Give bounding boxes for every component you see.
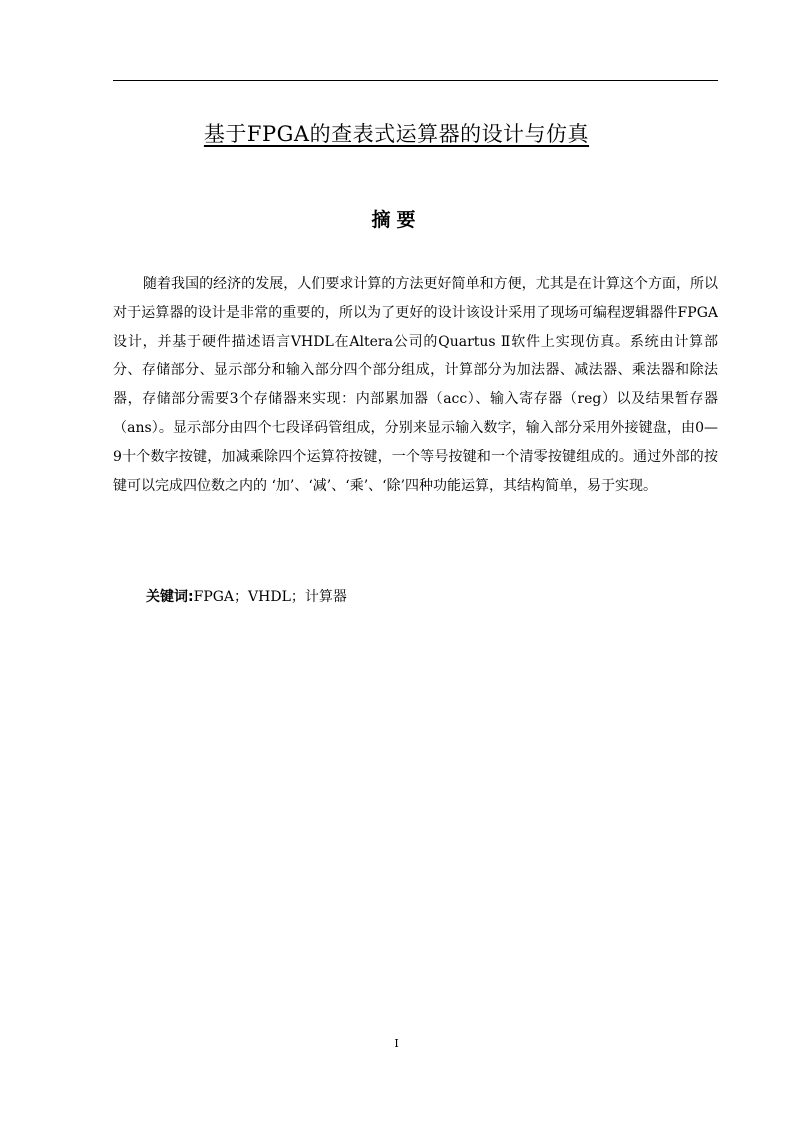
- abstract-body: 随着我国的经济的发展，人们要求计算的方法更好简单和方便，尤其是在计算这个方面，所以对于运算器的设计是非常的重要的，所以为了更好的设计该设计采用了现场可编程逻辑器件FPGA设计，并基于硬件描述语言VHDL在Altera公司的Quartus Ⅱ软件上实现仿真。系统由计算部分、存储部分、显示部分和输入部分四个部分组成，计算部分为加法器、减法器、乘法器和除法器，存储部分需要3个存储器来实现：内部累加器（acc）、输入寄存器（reg）以及结果暂存器（ans）。显示部分由四个七段译码管组成，分别来显示输入数字，输入部分采用外接键盘，由0—9十个数字按键，加减乘除四个运算符按键，一个等号按键和一个清零按键组成的。通过外部的按键可以完成四位数之内的 ‘加’、‘减’、‘乘’、‘除’四种功能运算，其结构简单，易于实现。: [113, 276, 718, 494]
- keywords-text: FPGA；VHDL；计算器: [193, 589, 347, 605]
- page-number: I: [394, 1037, 399, 1050]
- header-rule: [113, 80, 718, 81]
- paper-title: [0, 118, 793, 148]
- keywords-line: [146, 586, 347, 606]
- paper-title-text: 基于FPGA的查表式运算器的设计与仿真: [203, 122, 590, 146]
- abstract-heading: 摘要: [371, 209, 422, 231]
- keywords-label: 关键词:: [146, 589, 194, 605]
